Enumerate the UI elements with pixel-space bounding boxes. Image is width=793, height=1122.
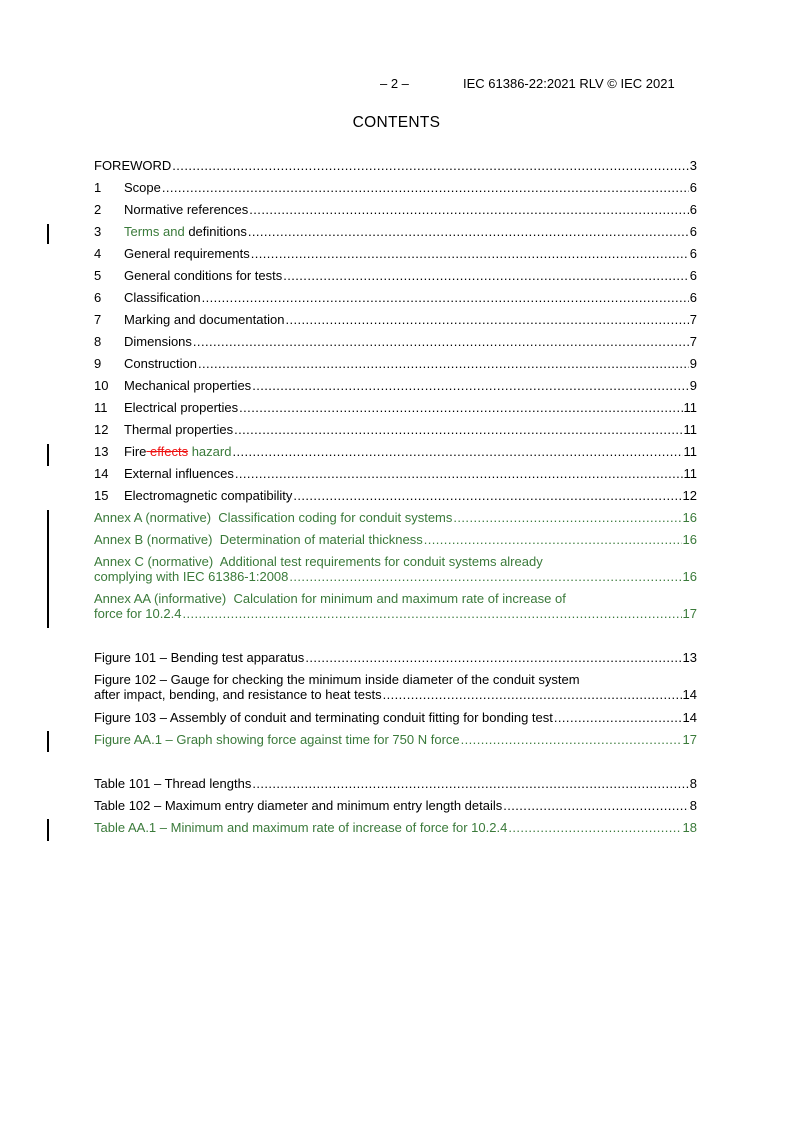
inserted-text: Terms and	[124, 224, 185, 239]
toc-number: 3	[94, 224, 102, 239]
inserted-text: hazard	[188, 444, 232, 459]
toc-entry[interactable]	[94, 180, 697, 196]
toc-title: Classification	[124, 290, 201, 305]
deleted-text: effects	[146, 444, 189, 459]
toc-entry[interactable]	[94, 334, 697, 350]
toc-title: General conditions for tests	[124, 268, 283, 283]
toc-number: 4	[94, 246, 102, 261]
toc-page: 11	[683, 444, 697, 459]
toc-entry-annex-c-cont[interactable]	[94, 569, 697, 585]
toc-title: Figure AA.1 – Graph showing force against time for 750 N force	[94, 732, 460, 747]
toc-title: Mechanical properties	[124, 378, 252, 393]
toc-title: force for 10.2.4	[94, 606, 182, 621]
dot-leader	[288, 569, 681, 585]
toc-title: complying with IEC 61386-1:2008	[94, 569, 289, 584]
toc-entry[interactable]	[94, 444, 697, 460]
toc-page: 16	[682, 569, 697, 584]
dot-leader	[553, 710, 682, 726]
toc-number: 7	[94, 312, 102, 327]
toc-entry-annex-aa-cont[interactable]	[94, 606, 697, 622]
toc-page: 3	[689, 158, 697, 173]
toc-entry[interactable]	[94, 466, 697, 482]
toc-page: 9	[689, 378, 697, 393]
toc-number: 1	[94, 180, 102, 195]
toc-entry[interactable]	[94, 268, 697, 284]
toc-entry-annex-a[interactable]	[94, 510, 697, 526]
dot-leader	[234, 466, 683, 482]
toc-page: 7	[689, 334, 697, 349]
toc-page: 18	[682, 820, 697, 835]
dot-leader	[171, 158, 688, 174]
toc-entry[interactable]	[94, 356, 697, 372]
toc-entry-annex-b[interactable]	[94, 532, 697, 548]
dot-leader	[233, 422, 682, 438]
dot-leader	[251, 378, 689, 394]
toc-title: Normative references	[124, 202, 249, 217]
toc-number: 14	[94, 466, 109, 481]
toc-page: 6	[689, 246, 697, 261]
change-bar	[47, 731, 49, 752]
dot-leader	[181, 606, 681, 622]
toc-page: 17	[682, 732, 697, 747]
dot-leader	[382, 687, 682, 703]
toc-number: 11	[94, 400, 108, 415]
dot-leader	[250, 246, 689, 262]
toc-title: Construction	[124, 356, 197, 371]
toc-entry[interactable]	[94, 488, 697, 504]
page-number: – 2 –	[380, 76, 409, 91]
toc-title: Table 101 – Thread lengths	[94, 776, 252, 791]
toc-entry-foreword[interactable]	[94, 158, 697, 174]
contents-title: CONTENTS	[352, 114, 441, 131]
dot-leader	[248, 202, 688, 218]
toc-entry-annex-c[interactable]: Annex C (normative) Additional test requirements for conduit systems already	[94, 554, 543, 569]
dot-leader	[292, 488, 681, 504]
toc-entry-table[interactable]	[94, 776, 697, 792]
toc-page: 6	[689, 224, 697, 239]
toc-entry[interactable]	[94, 312, 697, 328]
toc-title: Table 102 – Maximum entry diameter and minimum entry length details	[94, 798, 503, 813]
toc-page: 8	[689, 798, 697, 813]
dot-leader	[502, 798, 689, 814]
toc-entry-figure[interactable]: Figure 102 – Gauge for checking the minimum inside diameter of the conduit system	[94, 672, 580, 687]
toc-title: Fire	[124, 444, 147, 459]
dot-leader	[452, 510, 681, 526]
toc-title: General requirements	[124, 246, 250, 261]
toc-title: Table AA.1 – Minimum and maximum rate of increase of force for 10.2.4	[94, 820, 508, 835]
toc-title: Figure 103 – Assembly of conduit and terminating conduit fitting for bonding test	[94, 710, 553, 725]
toc-page: 8	[689, 776, 697, 791]
dot-leader	[247, 224, 689, 240]
dot-leader	[284, 312, 688, 328]
toc-entry-annex-aa[interactable]: Annex AA (informative) Calculation for minimum and maximum rate of increase of	[94, 591, 566, 606]
toc-title: External influences	[124, 466, 234, 481]
toc-entry[interactable]	[94, 202, 697, 218]
toc-entry[interactable]	[94, 224, 697, 240]
dot-leader	[192, 334, 689, 350]
change-bar	[47, 224, 49, 244]
dot-leader	[423, 532, 682, 548]
toc-title: Marking and documentation	[124, 312, 285, 327]
toc-entry-figure[interactable]	[94, 650, 697, 666]
dot-leader	[251, 776, 688, 792]
toc-page: 11	[683, 400, 697, 415]
toc-title: Dimensions	[124, 334, 192, 349]
toc-title: Annex A (normative) Classification coding for conduit systems	[94, 510, 453, 525]
toc-entry[interactable]	[94, 422, 697, 438]
toc-number: 10	[94, 378, 109, 393]
toc-title: Scope	[124, 180, 161, 195]
change-bar	[47, 444, 49, 466]
toc-entry-figure[interactable]	[94, 732, 697, 748]
change-bar	[47, 819, 49, 841]
toc-entry-table[interactable]	[94, 798, 697, 814]
dot-leader	[507, 820, 681, 836]
toc-entry[interactable]	[94, 290, 697, 306]
toc-page: 11	[683, 466, 697, 481]
toc-title: Figure 101 – Bending test apparatus	[94, 650, 305, 665]
toc-title: Electrical properties	[124, 400, 239, 415]
toc-page: 6	[689, 268, 697, 283]
toc-title: Electromagnetic compatibility	[124, 488, 293, 503]
toc-page: 16	[682, 510, 697, 525]
toc-number: 15	[94, 488, 109, 503]
toc-page: 9	[689, 356, 697, 371]
toc-number: 6	[94, 290, 102, 305]
dot-leader	[304, 650, 681, 666]
toc-page: 16	[682, 532, 697, 547]
toc-number: 5	[94, 268, 102, 283]
toc-title: definitions	[184, 224, 247, 239]
toc-entry[interactable]	[94, 378, 697, 394]
dot-leader	[197, 356, 689, 372]
toc-entry-figure-cont[interactable]	[94, 687, 697, 703]
dot-leader	[201, 290, 689, 306]
toc-number: 2	[94, 202, 102, 217]
toc-entry-table[interactable]	[94, 820, 697, 836]
toc-title: FOREWORD	[94, 158, 172, 173]
dot-leader	[460, 732, 682, 748]
change-bar	[47, 510, 49, 628]
toc-page: 6	[689, 180, 697, 195]
toc-page: 6	[689, 202, 697, 217]
toc-number: 9	[94, 356, 102, 371]
toc-page: 17	[682, 606, 697, 621]
dot-leader	[238, 400, 682, 416]
toc-title: after impact, bending, and resistance to heat tests	[94, 687, 382, 702]
toc-page: 14	[682, 687, 697, 702]
toc-page: 13	[682, 650, 697, 665]
document-id: IEC 61386-22:2021 RLV © IEC 2021	[463, 76, 675, 91]
toc-page: 11	[683, 422, 697, 437]
toc-page: 12	[682, 488, 697, 503]
toc-title: Annex B (normative) Determination of material thickness	[94, 532, 423, 547]
toc-entry[interactable]	[94, 246, 697, 262]
toc-entry-figure[interactable]	[94, 710, 697, 726]
toc-page: 6	[689, 290, 697, 305]
toc-title: Thermal properties	[124, 422, 234, 437]
toc-number: 12	[94, 422, 109, 437]
dot-leader	[231, 444, 682, 460]
dot-leader	[282, 268, 689, 284]
dot-leader	[161, 180, 689, 196]
toc-entry[interactable]	[94, 400, 697, 416]
toc-page: 14	[682, 710, 697, 725]
toc-page: 7	[689, 312, 697, 327]
toc-number: 8	[94, 334, 102, 349]
toc-number: 13	[94, 444, 109, 459]
